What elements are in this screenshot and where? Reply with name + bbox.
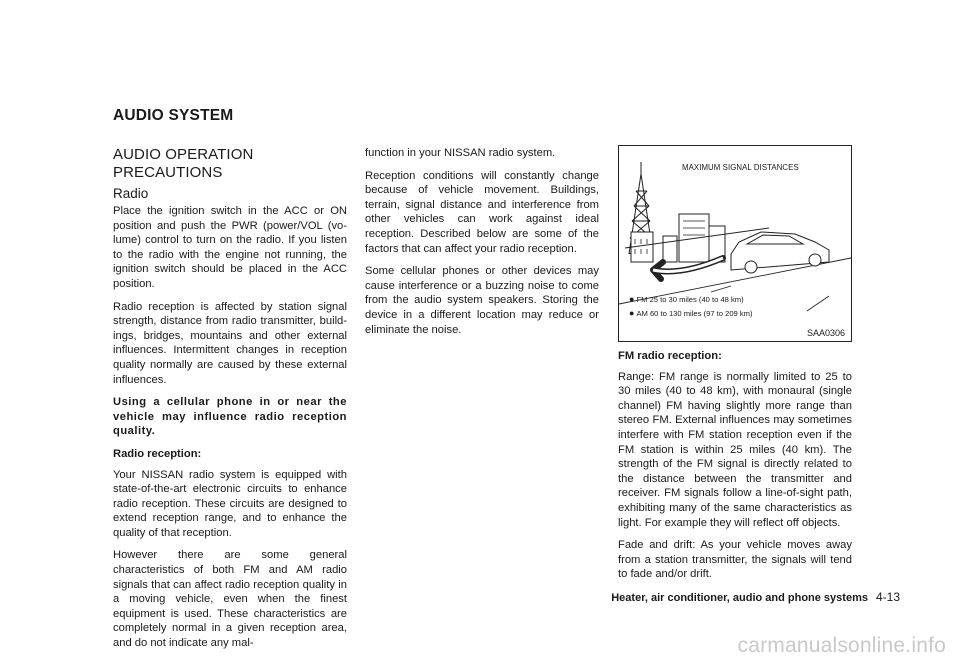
paragraph: function in your NISSAN radio system. [365, 147, 556, 159]
column-1 [113, 146, 347, 659]
signal-distance-figure [618, 145, 852, 342]
heading-radio-reception: Radio reception: [113, 447, 202, 460]
paragraph: Some cellular phones or other devices may cause interference or a buzzing noise to come from the audio system speakers. Storing the device in a different location may reduce or eliminate the noise. [365, 265, 599, 336]
car-icon [731, 232, 829, 273]
figure-code: SAA0306 [806, 328, 845, 338]
subheading-radio: Radio [113, 186, 149, 201]
paragraph: Your NISSAN radio system is equipped with state-of-the-art electronic circuits to enhance radio reception. These circuits are designed to extend reception range, and to enhance the quality of that reception. [113, 468, 347, 539]
paragraph: Fade and drift: As your vehicle moves away from a station transmitter, the signals will tend to fade and/or drift. [618, 539, 852, 581]
paragraph: Radio reception is affected by station signal strength, distance from radio transmitter, build- ings, bridges, mountains and other external influences. Intermittent changes in reception quality normally are caused by these external influences. [113, 300, 347, 386]
legend-fm: ● FM 25 to 30 miles (40 to 48 km) [629, 294, 744, 304]
page-number: 4-13 [875, 590, 900, 604]
heading-audio-precautions: AUDIO OPERATION PRECAUTIONS [113, 146, 254, 181]
watermark: carmanualsonline.info [737, 634, 946, 657]
section-title: AUDIO SYSTEM [113, 107, 234, 124]
chapter-title: Heater, air conditioner, audio and phone systems [611, 592, 868, 604]
column-3 [618, 349, 852, 590]
paragraph: However there are some general characteristics of both FM and AM radio signals that can affect radio reception quality in a moving vehicle, even when the finest equipment is used. These characteristics are completely normal in a given reception area, and do not indicate any mal- [113, 549, 347, 650]
legend-am: ● AM 60 to 130 miles (97 to 209 km) [629, 308, 753, 318]
warning-paragraph: Using a cellular phone in or near the vehicle may influence radio reception quality. [113, 396, 347, 438]
paragraph: Place the ignition switch in the ACC or ON position and push the PWR (power/VOL (vo- lume) control to turn on the radio. If you listen to the radio with the engine not running, the ignition switch should be placed in the ACC position. [113, 205, 347, 290]
paragraph: Reception conditions will constantly change because of vehicle movement. Buildings, terrain, signal distance and interference from other vehicles can work against ideal reception. Described below are some of the factors that can affect your radio reception. [365, 169, 599, 255]
heading-fm-reception: FM radio reception: [618, 350, 722, 362]
paragraph: Range: FM range is normally limited to 25 to 30 miles (40 to 48 km), with monaural (single channel) FM having slightly more range than stereo FM. External influences may sometimes interfere with FM station reception even if the FM station is within 25 miles (40 km). The strength of the FM signal is directly related to the distance between the transmitter and receiver. FM signals follow a line-of-sight path, exhibiting many of the same characteristics as light. For example they will reflect off objects. [618, 370, 852, 529]
column-2 [365, 146, 599, 345]
page-footer [611, 590, 900, 604]
figure-title: MAXIMUM SIGNAL DISTANCES [682, 163, 799, 172]
